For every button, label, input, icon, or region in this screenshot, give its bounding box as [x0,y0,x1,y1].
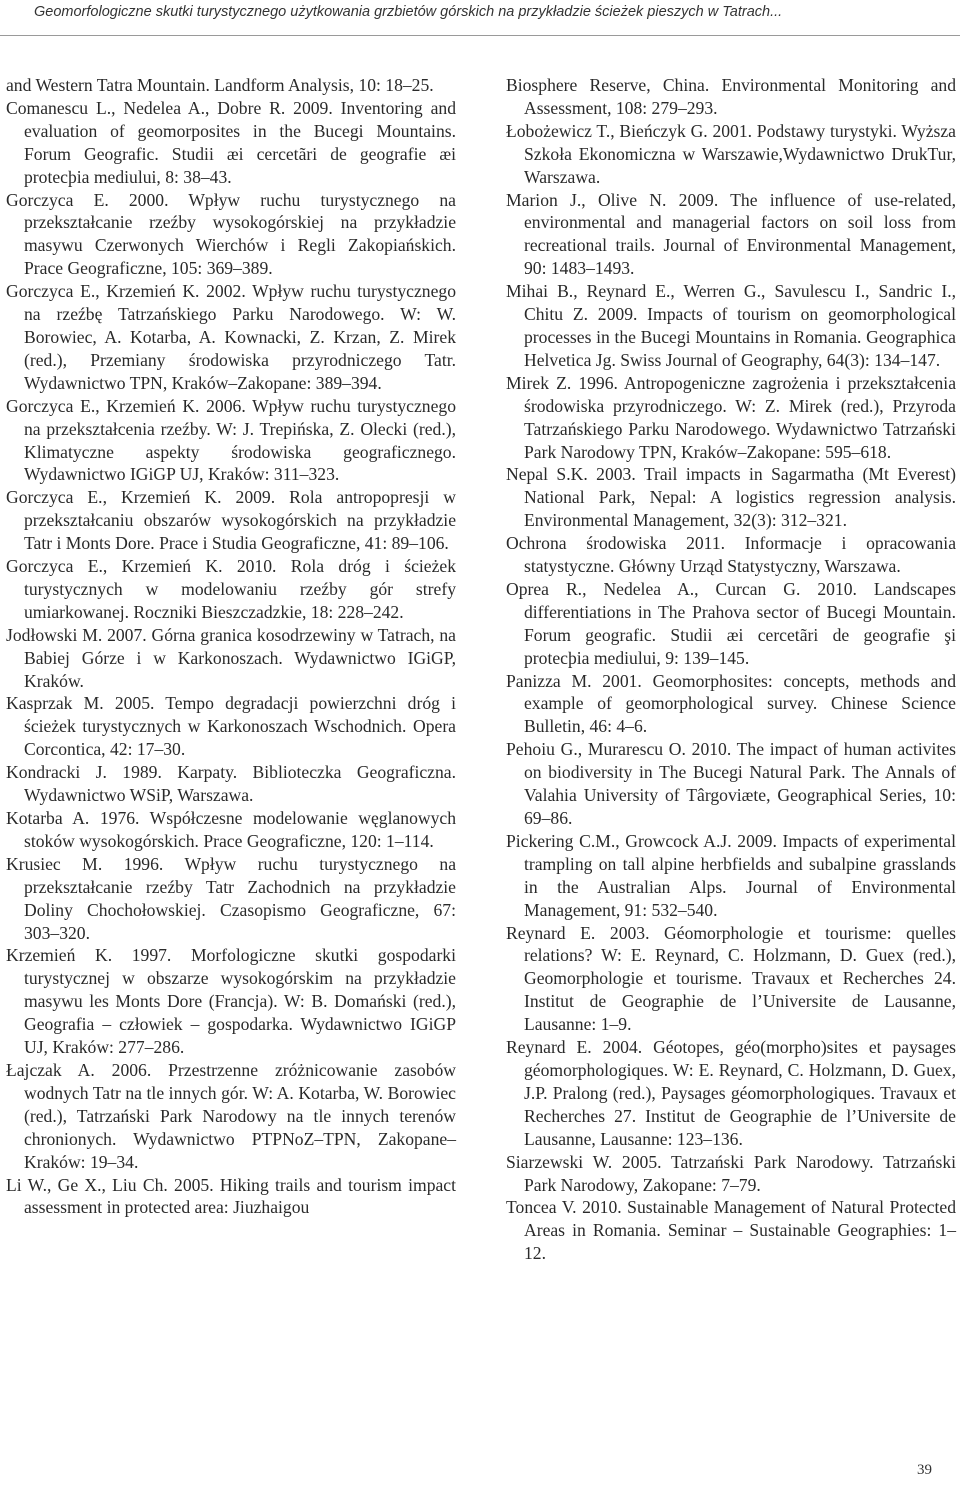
page-number: 39 [917,1462,932,1478]
reference-item: Reynard E. 2004. Géotopes, géo(morpho)sites et paysages géomorphologiques. W: E. Reynard, C. Holzmann, D. Guex, J.P. Pralong (red.), Paysages géomorphologiques. Travaux et Recherches 27. Institut de Geographie de l’Universite de Lausanne, Lausanne: 123–136. [506,1037,956,1149]
running-header [0,0,960,36]
reference-item: Gorczyca E., Krzemień K. 2002. Wpływ ruchu turystycznego na rzeźbę Tatrzańskiego Parku Narodowego. W: W. Borowiec, A. Kotarba, A. Kownacki, Z. Krzan, Z. Mirek (red.), Przemiany środowiska przyrodniczego Tatr. Wydawnictwo TPN, Kraków–Zakopane: 389–394. [6,281,456,393]
reference-item: Oprea R., Nedelea A., Curcan G. 2010. Landscapes differentiations in The Prahova sector of Bucegi Mountain. Forum geografic. Studii æi cercetãri de geografie şi protecþia mediului, 9: 139–145. [506,578,956,668]
reference-item: Toncea V. 2010. Sustainable Management of Natural Protected Areas in Romania. Seminar – Sustainable Geographies: 1–12. [506,1197,956,1264]
reference-item: Jodłowski M. 2007. Górna granica kosodrzewiny w Tatrach, na Babiej Górze i w Karkonoszach. Wydawnictwo IGiGP, Kraków. [6,624,456,691]
reference-item: Pickering C.M., Growcock A.J. 2009. Impacts of experimental trampling on tall alpine herbfields and subalpine grasslands in the Australian Alps. Journal of Environmental Management, 91: 532–540. [506,830,956,920]
reference-item: Marion J., Olive N. 2009. The influence of use-related, environmental and managerial factors on soil loss from recreational trails. Journal of Environmental Management, 90: 1483–1493. [506,189,956,279]
reference-item: Biosphere Reserve, China. Environmental Monitoring and Assessment, 108: 279–293. [506,75,956,118]
reference-item: Pehoiu G., Murarescu O. 2010. The impact of human activites on biodiversity in The Bucegi Natural Park. The Annals of Valahia University of Târgoviæte, Geographical Series, 10: 69–86. [506,739,956,828]
reference-item: Comanescu L., Nedelea A., Dobre R. 2009. Inventoring and evaluation of geomorposites in the Bucegi Mountains. Forum Geografic. Studii æi cercetãri de geografie æi protecþia mediului, 8: 38–43. [6,97,456,187]
reference-item: Kondracki J. 1989. Karpaty. Biblioteczka Geograficzna. Wydawnictwo WSiP, Warszawa. [6,762,456,806]
references-column-left [6,74,456,1219]
reference-item: Siarzewski W. 2005. Tatrzański Park Narodowy. Tatrzański Park Narodowy, Zakopane: 7–79. [506,1151,956,1195]
reference-item: Gorczyca E., Krzemień K. 2009. Rola antropopresji w przekształcaniu obszarów wysokogórskich na przykładzie Tatr i Monts Dore. Prace i Studia Geograficzne, 41: 89–106. [6,487,456,554]
reference-item: Gorczyca E. 2000. Wpływ ruchu turystycznego na przekształcanie rzeźby wysokogórskiej na przykładzie masywu Czerwonych Wierchów i Regli Zakopiańskich. Prace Geograficzne, 105: 369–389. [6,189,456,279]
reference-item: Łajczak A. 2006. Przestrzenne zróżnicowanie zasobów wodnych Tatr na tle innych gór. W: A. Kotarba, W. Borowiec (red.), Tatrzański Park Narodowy na tle innych terenów chronionych. Wydawnictwo PTPNoZ–TPN, Zakopane–Kraków: 19–34. [6,1059,456,1172]
reference-item: Kasprzak M. 2005. Tempo degradacji powierzchni dróg i ścieżek turystycznych w Karkonoszach Wschodnich. Opera Corcontica, 42: 17–30. [6,693,456,760]
reference-item: Kotarba A. 1976. Współczesne modelowanie węglanowych stoków wysokogórskich. Prace Geograficzne, 120: 1–114. [6,808,456,851]
reference-item: Panizza M. 2001. Geomorphosites: concepts, methods and example of geomorphological survey. Chinese Science Bulletin, 46: 4–6. [506,670,956,737]
reference-item: Łobożewicz T., Bieńczyk G. 2001. Podstawy turystyki. Wyższa Szkoła Ekonomiczna w Warszawie,Wydawnictwo DrukTur, Warszawa. [506,120,956,187]
running-title: Geomorfologiczne skutki turystycznego użytkowania grzbietów górskich na przykładzie ścieżek pieszych w Tatrach... [34,4,783,20]
reference-item: Nepal S.K. 2003. Trail impacts in Sagarmatha (Mt Everest) National Park, Nepal: A logistics regression analysis. Environmental Management, 32(3): 312–321. [506,464,956,531]
reference-item: and Western Tatra Mountain. Landform Analysis, 10: 18–25. [6,75,434,95]
reference-item: Mihai B., Reynard E., Werren G., Savulescu I., Sandric I., Chitu Z. 2009. Impacts of tourism on geomorphological processes in the Bucegi Mountains in Romania. Geographica Helvetica Jg. Swiss Journal of Geography, 64(3): 134–147. [506,281,956,370]
reference-item: Gorczyca E., Krzemień K. 2010. Rola dróg i ścieżek turystycznych w modelowaniu rzeźby gór strefy umiarkowanej. Roczniki Bieszczadzkie, 18: 228–242. [6,556,456,622]
reference-item: Krusiec M. 1996. Wpływ ruchu turystycznego na przekształcanie rzeźby Tatr Zachodnich na przykładzie Doliny Chochołowskiej. Czasopismo Geograficzne, 67: 303–320. [6,853,456,943]
references-column-right [506,74,956,1265]
reference-item: Li W., Ge X., Liu Ch. 2005. Hiking trails and tourism impact assessment in protected area: Jiuzhaigou [6,1174,456,1218]
reference-item: Mirek Z. 1996. Antropogeniczne zagrożenia i przekształcenia środowiska przyrodniczego. W: Z. Mirek (red.), Przyroda Tatrzańskiego Parku Narodowego. Wydawnictwo Tatrzański Park Narodowy TPN, Kraków–Zakopane: 595–618. [506,372,956,462]
reference-item: Gorczyca E., Krzemień K. 2006. Wpływ ruchu turystycznego na przekształcenia rzeźby. W: J. Trepińska, Z. Olecki (red.), Klimatyczne aspekty środowiska geograficznego. Wydawnictwo IGiGP UJ, Kraków: 311–323. [6,395,456,485]
reference-item: Ochrona środowiska 2011. Informacje i opracowania statystyczne. Główny Urząd Statystyczny, Warszawa. [506,533,956,577]
reference-item: Reynard E. 2003. Géomorphologie et tourisme: quelles relations? W: E. Reynard, C. Holzmann, D. Guex (red.), Geomorphologie et tourisme. Travaux et Recherches 24. Institut de Geographie de l’Universite de Lausanne, Lausanne: 1–9. [506,922,956,1035]
reference-item: Krzemień K. 1997. Morfologiczne skutki gospodarki turystycznej w obszarze wysokogórskim na przykładzie masywu les Monts Dore (Francja). W: B. Domański (red.), Geografia – człowiek – gospodarka. Wydawnictwo IGiGP UJ, Kraków: 277–286. [6,945,456,1058]
